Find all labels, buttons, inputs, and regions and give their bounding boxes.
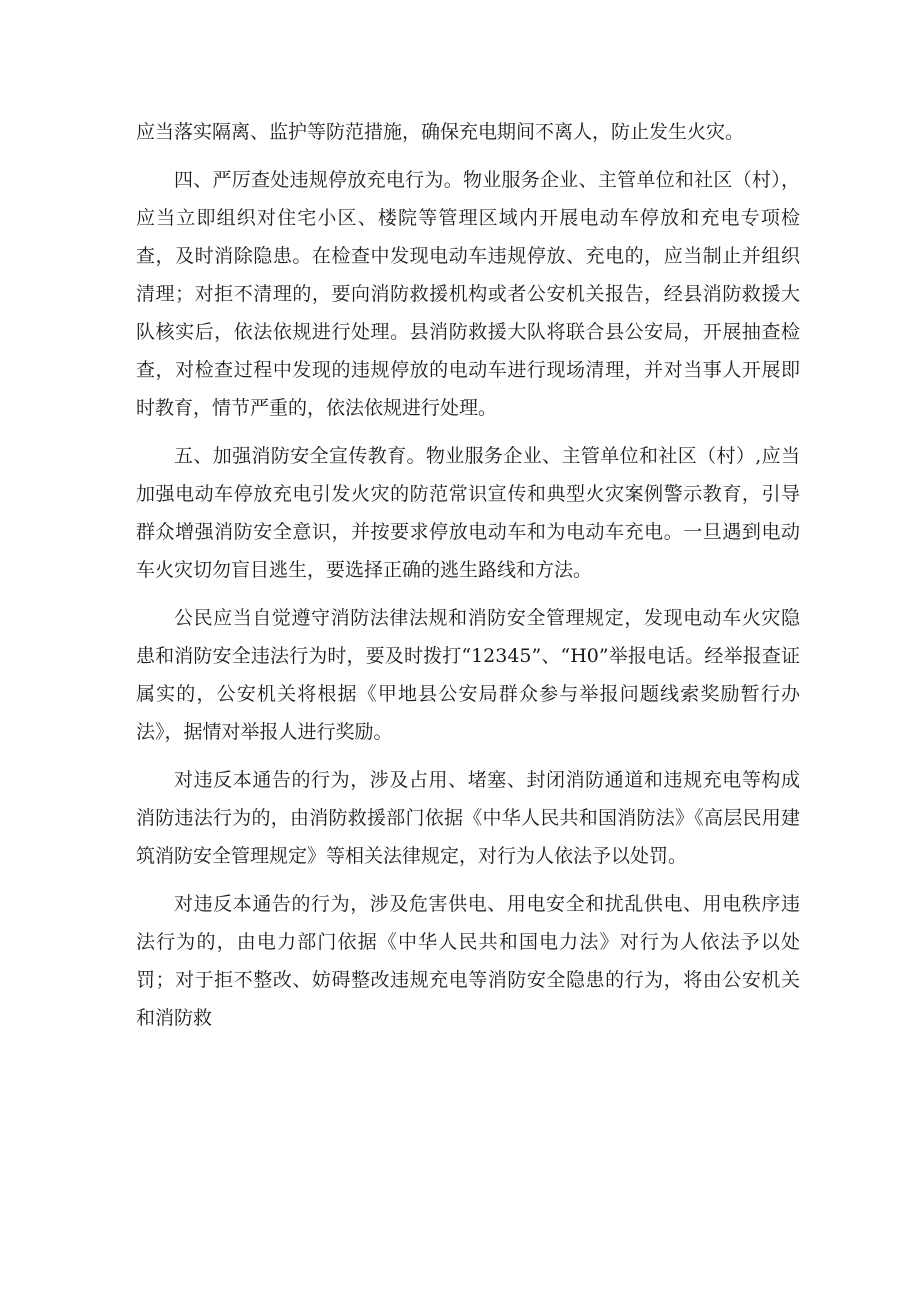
paragraph-item-five: 五、加强消防安全宣传教育。物业服务企业、主管单位和社区（村）,应当加强电动车停放充电引发火灾的防范常识宣传和典型火灾案例警示教育，引导群众增强消防安全意识，并按要求停放电动车和为电动车充电。一旦遇到电动车火灾切勿盲目逃生，要选择正确的逃生路线和方法。	[136, 445, 800, 581]
document-body	[136, 113, 800, 1037]
paragraph-item-four: 四、严厉查处违规停放充电行为。物业服务企业、主管单位和社区（村），应当立即组织对住宅小区、楼院等管理区域内开展电动车停放和充电专项检查，及时消除隐患。在检查中发现电动车违规停放、充电的，应当制止并组织清理；对拒不清理的，要向消防救援机构或者公安机关报告，经县消防救援大队核实后，依法依规进行处理。县消防救援大队将联合县公安局，开展抽查检查，对检查过程中发现的违规停放的电动车进行现场清理，并对当事人开展即时教育，情节严重的，依法依规进行处理。	[136, 169, 800, 419]
paragraph-citizen-reporting: 公民应当自觉遵守消防法律法规和消防安全管理规定，发现电动车火灾隐患和消防安全违法行为时，要及时拨打“12345”、“H0”举报电话。经举报查证属实的，公安机关将根据《甲地县公安局群众参与举报问题线索奖励暂行办法》，据情对举报人进行奖励。	[136, 607, 800, 743]
paragraph-continuation: 应当落实隔离、监护等防范措施，确保充电期间不离人，防止发生火灾。	[136, 121, 745, 143]
paragraph-fire-law-penalty: 对违反本通告的行为，涉及占用、堵塞、封闭消防通道和违规充电等构成消防违法行为的，由消防救援部门依据《中华人民共和国消防法》《高层民用建筑消防安全管理规定》等相关法律规定，对行为人依法予以处罚。	[136, 769, 800, 867]
paragraph-electric-law-penalty: 对违反本通告的行为，涉及危害供电、用电安全和扰乱供电、用电秩序违法行为的，由电力部门依据《中华人民共和国电力法》对行为人依法予以处罚；对于拒不整改、妨碍整改违规充电等消防安全隐患的行为，将由公安机关和消防救	[136, 893, 800, 1029]
